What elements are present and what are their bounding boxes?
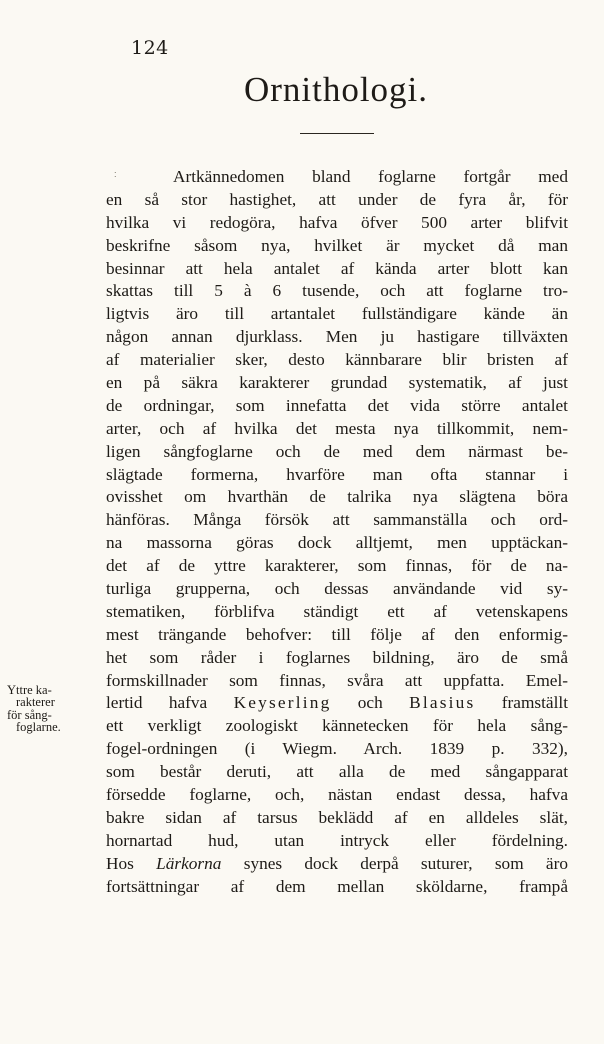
text-run: och	[331, 693, 410, 713]
text-line: skattas till 5 à 6 tusende, och att foglarne tro-	[106, 281, 568, 301]
text-line: det af de yttre karakterer, som finnas, för de na-	[106, 556, 568, 576]
text-line: mest trängande behofver: till följe af den enformig-	[106, 624, 568, 644]
body-text	[106, 166, 568, 899]
text-line: hänföras. Många försök att sammanställa och ord-	[106, 510, 568, 530]
text-line: ligtvis äro till artantalet fullständigare kände än	[106, 304, 568, 324]
text-line: som består deruti, att alla de med sångapparat	[106, 762, 568, 782]
text-line: het som råder i foglarnes bildning, äro de små	[106, 647, 568, 667]
text-line: en så stor hastighet, att under de fyra år, för	[106, 189, 568, 209]
text-line: besinnar att hela antalet af kända arter blott kan	[106, 258, 568, 278]
text-line: de ordningar, som innefatta det vida större antalet	[106, 395, 568, 415]
text-run: framställt	[475, 693, 568, 713]
margin-note-line: för sång-	[7, 707, 52, 722]
text-line: bakre sidan af tarsus beklädd af en alldeles slät,	[106, 807, 568, 827]
text-line: beskrifne såsom nya, hvilket är mycket då man	[106, 235, 568, 255]
text-line: någon annan djurklass. Men ju hastigare tillväxten	[106, 327, 568, 347]
text-line: ovisshet om hvarthän de talrika nya slägtena böra	[106, 487, 568, 507]
text-line: af materialier sker, desto kännbarare blir bristen af	[106, 350, 568, 370]
author-name-keyserling: Keyserling	[233, 693, 332, 713]
text-line: hvilka vi redogöra, hafva öfver 500 arter blifvit	[106, 212, 568, 232]
text-line	[106, 853, 568, 876]
margin-note-line: foglarne.	[16, 720, 61, 735]
text-run: Hos	[106, 853, 157, 873]
text-line: ett verkligt zoologiskt kännetecken för hela sång-	[106, 716, 568, 736]
text-line: fogel-ordningen (i Wiegm. Arch. 1839 p. 332),	[106, 739, 568, 759]
text-run: synes dock derpå suturer, som äro	[221, 853, 568, 873]
italic-term: Lärkorna	[156, 853, 222, 873]
text-line	[106, 692, 568, 715]
text-line: arter, och af hvilka det mesta nya tillkommit, nem-	[106, 418, 568, 438]
title-divider	[300, 133, 374, 134]
text-line: na massorna göras dock alltjemt, men upptäckan-	[106, 533, 568, 553]
chapter-title: Ornithologi.	[243, 70, 429, 109]
text-line: försedde foglarne, och, nästan endast dessa, hafva	[106, 785, 568, 805]
text-line: formskillnader som finnas, svåra att uppfatta. Emel-	[106, 670, 568, 690]
margin-note-line: rakterer	[16, 695, 55, 710]
paragraph-mark-icon: ∶	[114, 170, 117, 181]
author-name-blasius: Blasius	[409, 693, 476, 713]
text-line: turliga grupperna, och dessas användande vid sy-	[106, 579, 568, 599]
text-run: lertid hafva	[106, 693, 234, 713]
page-number: 124	[131, 37, 169, 59]
margin-note-line: Yttre ka-	[7, 683, 52, 697]
text-line: hornartad hud, utan intryck eller fördelning.	[106, 830, 568, 850]
text-line: fortsättningar af dem mellan sköldarne, frampå	[106, 876, 568, 896]
text-line: en på säkra karakterer grundad systematik, af just	[106, 373, 568, 393]
margin-note	[7, 684, 107, 734]
text-line: slägtade formerna, hvarföre man ofta stannar i	[106, 464, 568, 484]
text-line: Artkännedomen bland foglarne fortgår med	[173, 167, 568, 186]
text-line: ligen sångfoglarne och de med dem närmast be-	[106, 441, 568, 461]
text-line: stematiken, förblifva ständigt ett af vetenskapens	[106, 601, 568, 621]
